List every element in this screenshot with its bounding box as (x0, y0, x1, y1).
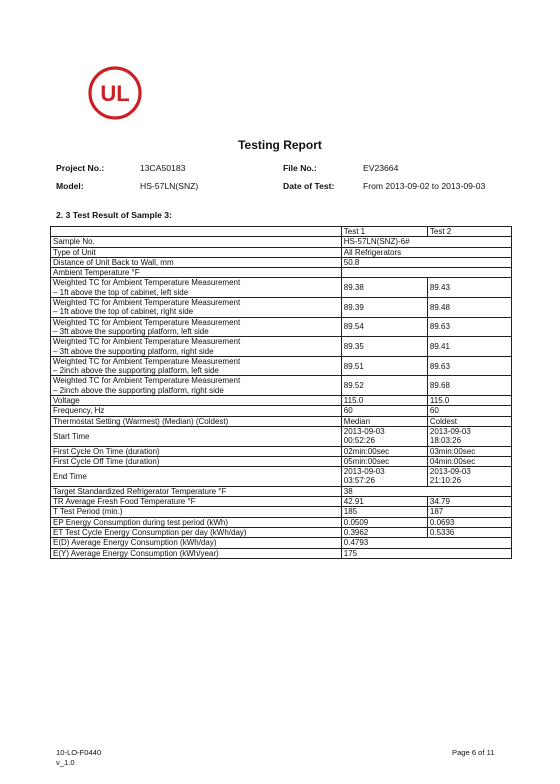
row-value-test2: 60 (427, 406, 511, 416)
row-label: Weighted TC for Ambient Temperature Measurement – 1ft above the top of cabinet, right side (51, 298, 342, 318)
row-label: Sample No. (51, 237, 342, 247)
table-row (51, 426, 512, 446)
table-row (51, 456, 512, 466)
table-row (51, 548, 512, 558)
row-value-test1: 42.91 (341, 497, 427, 507)
table-row (51, 396, 512, 406)
row-label: Frequency, Hz (51, 406, 342, 416)
row-value-test2: 89.41 (427, 337, 511, 357)
table-row (51, 497, 512, 507)
table-row (51, 538, 512, 548)
row-label: Distance of Unit Back to Wall, mm (51, 257, 342, 267)
row-value-test1: 89.52 (341, 376, 427, 396)
form-version: v_1.0 (56, 758, 75, 767)
row-value-test1: 0.3962 (341, 527, 427, 537)
row-value: HS-57LN(SNZ)-6# (341, 237, 511, 247)
row-value-test1: 02min:00sec (341, 446, 427, 456)
row-label: ET Test Cycle Energy Consumption per day (kWh/day) (51, 527, 342, 537)
row-value-test2: 03min:00sec (427, 446, 511, 456)
row-value: 0.4793 (341, 538, 511, 548)
page-number: Page 6 of 11 (452, 748, 495, 757)
row-value-test2: Coldest (427, 416, 511, 426)
project-value: 13CA50183 (140, 163, 186, 173)
row-label: E(Y) Average Energy Consumption (kWh/year) (51, 548, 342, 558)
row-label: T Test Period (min.) (51, 507, 342, 517)
table-header-row (51, 227, 512, 237)
row-label: EP Energy Consumption during test period (kWh) (51, 517, 342, 527)
row-label: Weighted TC for Ambient Temperature Measurement – 2inch above the supporting platform, right side (51, 376, 342, 396)
row-value: 50.8 (341, 257, 511, 267)
model-label: Model: (56, 181, 84, 191)
table-row (51, 237, 512, 247)
row-value-test1: 89.54 (341, 317, 427, 337)
header-cell-test2: Test 2 (427, 227, 511, 237)
row-label: E(D) Average Energy Consumption (kWh/day) (51, 538, 342, 548)
row-value-test1: 185 (341, 507, 427, 517)
row-value-test2: 89.63 (427, 356, 511, 376)
row-value: All Refrigerators (341, 247, 511, 257)
date-value: From 2013-09-02 to 2013-09-03 (363, 181, 486, 191)
row-label: TR Average Fresh Food Temperature °F (51, 497, 342, 507)
row-label: Weighted TC for Ambient Temperature Measurement – 3ft above the supporting platform, right side (51, 337, 342, 357)
row-label: Target Standardized Refrigerator Temperature °F (51, 486, 342, 496)
svg-text:UL: UL (100, 81, 130, 106)
row-label: Type of Unit (51, 247, 342, 257)
row-value (341, 268, 511, 278)
row-label: Voltage (51, 396, 342, 406)
header-cell-test1: Test 1 (341, 227, 427, 237)
row-value-test2: 2013-09-03 21:10:26 (427, 467, 511, 487)
table-row (51, 376, 512, 396)
row-value-test1: 60 (341, 406, 427, 416)
table-row (51, 268, 512, 278)
table-row (51, 298, 512, 318)
row-label: Weighted TC for Ambient Temperature Measurement – 1ft above the top of cabinet, left side (51, 278, 342, 298)
row-label: End Time (51, 467, 342, 487)
table-row (51, 507, 512, 517)
table-row (51, 416, 512, 426)
row-label: First Cycle On Time (duration) (51, 446, 342, 456)
row-value: 175 (341, 548, 511, 558)
table-row (51, 356, 512, 376)
table-row (51, 527, 512, 537)
report-title: Testing Report (238, 138, 322, 152)
row-value-test2: 0.0693 (427, 517, 511, 527)
row-value-test1: 115.0 (341, 396, 427, 406)
table-row (51, 467, 512, 487)
row-label: Ambient Temperature °F (51, 268, 342, 278)
row-label: Weighted TC for Ambient Temperature Measurement – 2inch above the supporting platform, left side (51, 356, 342, 376)
row-value-test1: 89.35 (341, 337, 427, 357)
table-row (51, 317, 512, 337)
header-cell-label (51, 227, 342, 237)
project-label: Project No.: (56, 163, 105, 173)
row-value-test2: 04min:00sec (427, 456, 511, 466)
section-title: 2. 3 Test Result of Sample 3: (56, 210, 172, 220)
table-row (51, 406, 512, 416)
row-value-test2: 187 (427, 507, 511, 517)
row-value-test2: 89.68 (427, 376, 511, 396)
row-value-test2: 89.43 (427, 278, 511, 298)
row-label: Weighted TC for Ambient Temperature Measurement – 3ft above the supporting platform, left side (51, 317, 342, 337)
row-value-test1: 2013-09-03 00:52:26 (341, 426, 427, 446)
row-value-test1: 89.51 (341, 356, 427, 376)
row-label: Thermostat Setting (Warmest) (Median) (Coldest) (51, 416, 342, 426)
table-row (51, 486, 512, 496)
row-value: 38 (341, 486, 511, 496)
model-value: HS-57LN(SNZ) (140, 181, 199, 191)
row-label: First Cycle Off Time (duration) (51, 456, 342, 466)
table-row (51, 278, 512, 298)
row-value-test1: Median (341, 416, 427, 426)
row-value-test2: 115.0 (427, 396, 511, 406)
row-value-test1: 89.38 (341, 278, 427, 298)
table-row (51, 247, 512, 257)
row-value-test1: 05min:00sec (341, 456, 427, 466)
row-value-test1: 2013-09-03 03:57:26 (341, 467, 427, 487)
file-label: File No.: (283, 163, 317, 173)
row-value-test2: 89.48 (427, 298, 511, 318)
table-row (51, 337, 512, 357)
ul-logo-icon (88, 66, 142, 120)
form-number: 10-LO-F0440 (56, 748, 102, 757)
file-value: EV23664 (363, 163, 399, 173)
table-row (51, 517, 512, 527)
row-value-test2: 89.63 (427, 317, 511, 337)
row-value-test2: 0.5336 (427, 527, 511, 537)
table-row (51, 446, 512, 456)
test-result-table (50, 226, 512, 559)
date-label: Date of Test: (283, 181, 335, 191)
row-value-test1: 0.0509 (341, 517, 427, 527)
row-value-test2: 34.79 (427, 497, 511, 507)
row-value-test1: 89.39 (341, 298, 427, 318)
row-value-test2: 2013-09-03 18:03:26 (427, 426, 511, 446)
table-row (51, 257, 512, 267)
row-label: Start Time (51, 426, 342, 446)
